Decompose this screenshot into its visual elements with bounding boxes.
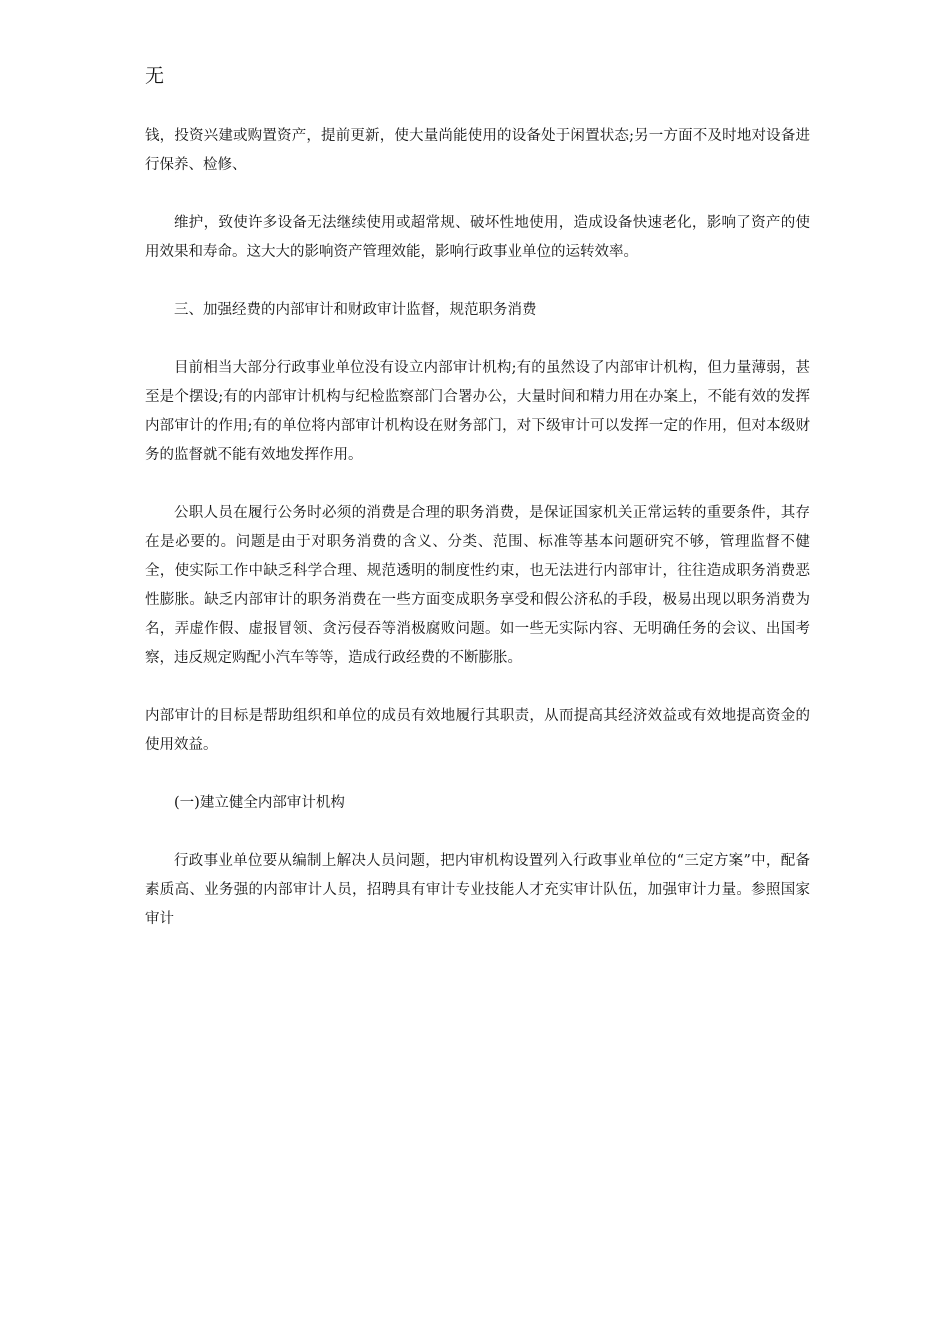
document-body bbox=[145, 122, 810, 963]
paragraph-5: 公职人员在履行公务时必须的消费是合理的职务消费，是保证国家机关正常运转的重要条件，其存在是必要的。问题是由于对职务消费的含义、分类、范围、标准等基本问题研究不够，管理监督不健全，使实际工作中缺乏科学合理、规范透明的制度性约束，也无法进行内部审计，往往造成职务消费恶性膨胀。缺乏内部审计的职务消费在一些方面变成职务享受和假公济私的手段，极易出现以职务消费为名，弄虚作假、虚报冒领、贪污侵吞等消极腐败问题。如一些无实际内容、无明确任务的会议、出国考察，违反规定购配小汽车等等，造成行政经费的不断膨胀。 bbox=[145, 505, 810, 666]
paragraph-4: 目前相当大部分行政事业单位没有设立内部审计机构;有的虽然设了内部审计机构，但力量薄弱，甚至是个摆设;有的内部审计机构与纪检监察部门合署办公，大量时间和精力用在办案上，不能有效的发挥内部审计的作用;有的单位将内部审计机构设在财务部门，对下级审计可以发挥一定的作用，但对本级财务的监督就不能有效地发挥作用。 bbox=[145, 360, 810, 463]
section-heading-3: 三、加强经费的内部审计和财政审计监督，规范职务消费 bbox=[174, 302, 537, 318]
paragraph-6: 内部审计的目标是帮助组织和单位的成员有效地履行其职责，从而提高其经济效益或有效地提高资金的使用效益。 bbox=[145, 708, 810, 753]
subsection-heading-1: (一)建立健全内部审计机构 bbox=[174, 795, 345, 811]
paragraph-1: 钱，投资兴建或购置资产，提前更新，使大量尚能使用的设备处于闲置状态;另一方面不及时地对设备进行保养、检修、 bbox=[145, 128, 810, 173]
paragraph-2: 维护，致使许多设备无法继续使用或超常规、破坏性地使用，造成设备快速老化，影响了资产的使用效果和寿命。这大大的影响资产管理效能，影响行政事业单位的运转效率。 bbox=[145, 215, 810, 260]
paragraph-8: 行政事业单位要从编制上解决人员问题，把内审机构设置列入行政事业单位的“三定方案”中，配备素质高、业务强的内部审计人员，招聘具有审计专业技能人才充实审计队伍，加强审计力量。参照国家审计 bbox=[145, 853, 810, 927]
header-character: 无 bbox=[145, 65, 165, 87]
